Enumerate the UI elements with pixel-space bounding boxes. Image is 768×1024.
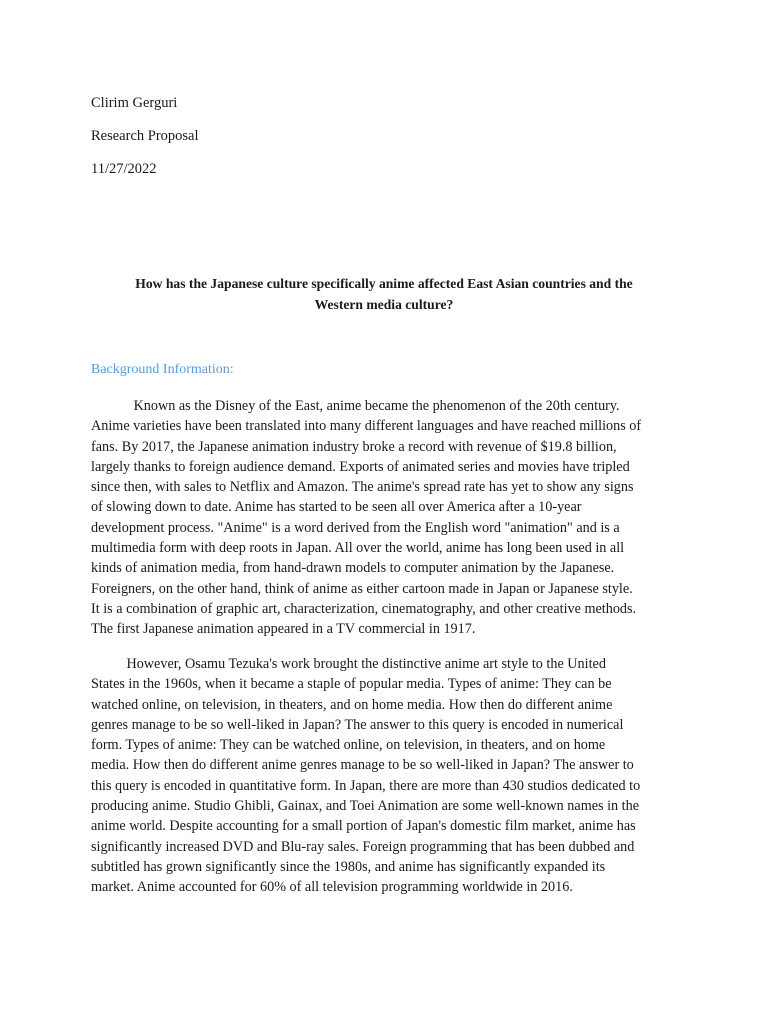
paragraph-line: significantly increased DVD and Blu-ray sales. Foreign programming that has been dubbed and [91, 838, 635, 855]
paragraph-line: since then, with sales to Netflix and Amazon. The anime's spread rate has yet to show any signs [91, 479, 634, 496]
paragraph-line: subtitled has grown significantly since the 1980s, and anime has significantly expanded its [91, 858, 606, 875]
title-line: Western media culture? [314, 296, 454, 312]
paragraph-line: genres manage to be so well-liked in Japan? The answer to this query is encoded in numerical [91, 716, 624, 733]
body-paragraph [91, 654, 681, 898]
paragraph-line: Anime varieties have been translated into many different languages and have reached millions of [91, 418, 642, 435]
author-name: Clirim Gerguri [91, 95, 178, 111]
paragraph-line: fans. By 2017, the Japanese animation industry broke a record with revenue of $19.8 billion, [91, 438, 617, 455]
paragraph-line: development process. "Anime" is a word derived from the English word "animation" and is a [91, 519, 620, 536]
paragraph-line: Known as the Disney of the East, anime became the phenomenon of the 20th century. [91, 398, 620, 414]
paragraph-line: of slowing down to date. Anime has started to be seen all over America after a 10-year [91, 499, 582, 516]
paragraph-line: multimedia form with deep roots in Japan. All over the world, anime has long been used in all [91, 540, 625, 557]
paragraph-line: It is a combination of graphic art, characterization, cinematography, and other creative methods. [91, 600, 637, 617]
paragraph-line: anime world. Despite accounting for a small portion of Japan's domestic film market, anime has [91, 818, 636, 835]
document-type: Research Proposal [91, 128, 199, 144]
title-line: How has the Japanese culture specifically anime affected East Asian countries and the [135, 276, 633, 291]
paragraph-line: media. How then do different anime genres manage to be so well-liked in Japan? The answer to [91, 757, 634, 774]
paragraph-line: form. Types of anime: They can be watched online, on television, in theaters, and on home [91, 737, 606, 754]
paragraph-line: producing anime. Studio Ghibli, Gainax, and Toei Animation are some well-known names in the [91, 798, 640, 815]
paragraph-line: this query is encoded in quantitative form. In Japan, there are more than 430 studios dedicated to [91, 777, 641, 794]
body-paragraph [91, 396, 681, 640]
paragraph-line: Foreigners, on the other hand, think of anime as either cartoon made in Japan or Japanese style. [91, 580, 633, 597]
paragraph-line: market. Anime accounted for 60% of all television programming worldwide in 2016. [91, 879, 573, 896]
research-question-title [90, 274, 678, 315]
paragraph-line: States in the 1960s, when it became a staple of popular media. Types of anime: They can be [91, 676, 612, 693]
paragraph-line: kinds of animation media, from hand-drawn models to computer animation by the Japanese. [91, 560, 615, 577]
section-heading: Background Information: [91, 362, 234, 377]
paragraph-line: However, Osamu Tezuka's work brought the distinctive anime art style to the United [91, 656, 606, 672]
paragraph-line: The first Japanese animation appeared in a TV commercial in 1917. [91, 621, 476, 638]
paragraph-line: watched online, on television, in theaters, and on home media. How then do different anime [91, 696, 613, 713]
document-date: 11/27/2022 [91, 161, 157, 177]
paragraph-line: largely thanks to foreign audience demand. Exports of animated series and movies have tripled [91, 458, 630, 475]
